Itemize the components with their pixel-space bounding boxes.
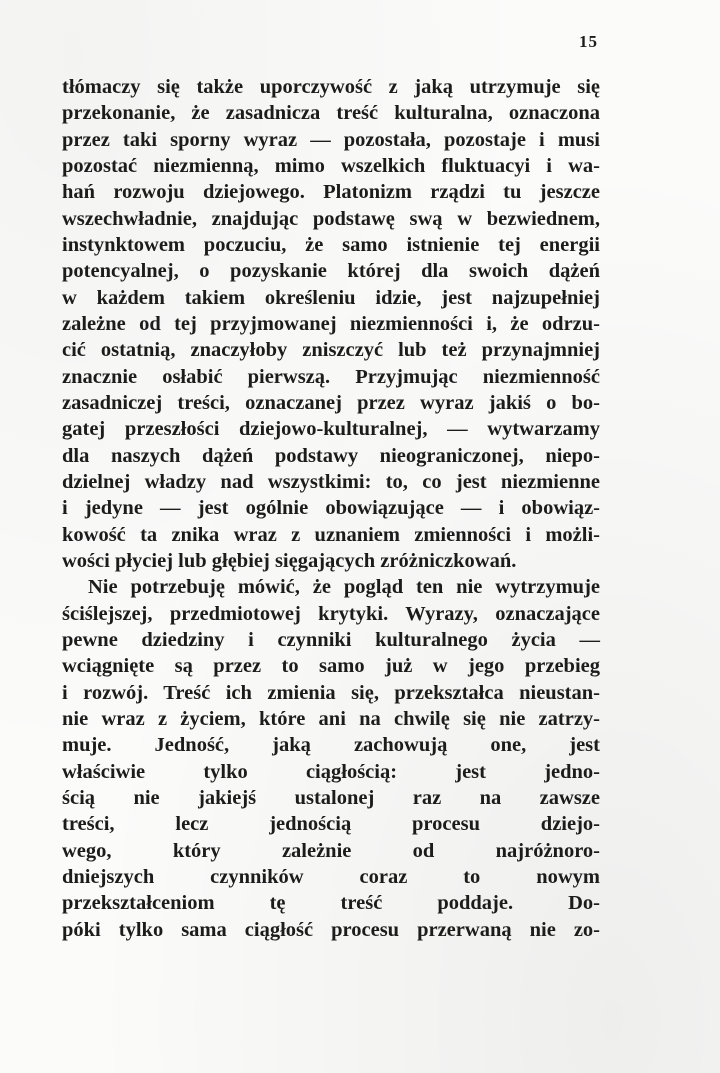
paragraph-start-line: Nie potrzebuję mówić, że pogląd ten nie wytrzymuje [88, 576, 600, 599]
text-line: cić ostatnią, znaczyłoby zniszczyć lub też przynajmniej [62, 339, 600, 362]
text-line: znacznie osłabić pierwszą. Przyjmując niezmienność [62, 365, 600, 388]
text-line: wszechwładnie, znajdując podstawę swą w bezwiednem, [62, 207, 600, 230]
text-line: dniejszych czynników coraz to nowym [62, 865, 600, 888]
text-line: i jedyne — jest ogólnie obowiązujące — i obowiąz- [62, 497, 600, 520]
body-text [62, 74, 600, 943]
text-line: dla naszych dążeń podstawy nieograniczonej, niepo- [62, 444, 600, 467]
text-line: pozostać niezmienną, mimo wszelkich fluktuacyi i wa- [62, 154, 600, 177]
text-line: w każdem takiem określeniu idzie, jest najzupełniej [62, 286, 600, 309]
text-line: treści, lecz jednością procesu dziejo- [62, 813, 600, 836]
text-line: zasadniczej treści, oznaczanej przez wyraz jakiś o bo- [62, 391, 600, 414]
text-line: przez taki sporny wyraz — pozostała, pozostaje i musi [62, 128, 600, 151]
text-line: dzielnej władzy nad wszystkimi: to, co jest niezmienne [62, 470, 600, 493]
text-line: hań rozwoju dziejowego. Platonizm rządzi tu jeszcze [62, 181, 600, 204]
text-line: pewne dziedziny i czynniki kulturalnego życia — [62, 628, 600, 651]
text-line: ściślejszej, przedmiotowej krytyki. Wyrazy, oznaczające [62, 602, 600, 625]
page-number: 15 [579, 32, 598, 51]
text-line: ścią nie jakiejś ustalonej raz na zawsze [62, 786, 600, 809]
text-line: właściwie tylko ciągłością: jest jedno- [62, 760, 600, 783]
text-line: wego, który zależnie od najróżnoro- [62, 839, 600, 862]
text-line: gatej przeszłości dziejowo-kulturalnej, — wytwarzamy [62, 418, 600, 441]
text-line: przekonanie, że zasadnicza treść kulturalna, oznaczona [62, 102, 600, 125]
text-line: i rozwój. Treść ich zmienia się, przekształca nieustan- [62, 681, 600, 704]
text-line: tłómaczy się także uporczywość z jaką utrzymuje się [62, 76, 600, 98]
text-line: póki tylko sama ciągłość procesu przerwaną nie zo- [62, 918, 600, 941]
text-line: zależne od tej przyjmowanej niezmienności i, że odrzu- [62, 312, 600, 335]
text-line: nie wraz z życiem, które ani na chwilę się nie zatrzy- [62, 707, 600, 730]
text-line: muje. Jedność, jaką zachowują one, jest [62, 734, 600, 757]
text-line: kowość ta znika wraz z uznaniem zmienności i możli- [62, 523, 600, 546]
text-line: wciągnięte są przez to samo już w jego przebieg [62, 655, 600, 678]
paragraph-end-line: wości płyciej lub głębiej sięgających zróżniczkowań. [62, 549, 517, 572]
text-line: przekształceniom tę treść poddaje. Do- [62, 892, 600, 915]
text-line: potencyalnej, o pozyskanie której dla swoich dążeń [62, 260, 600, 283]
text-line: instynktowem poczuciu, że samo istnienie tej energii [62, 233, 600, 256]
